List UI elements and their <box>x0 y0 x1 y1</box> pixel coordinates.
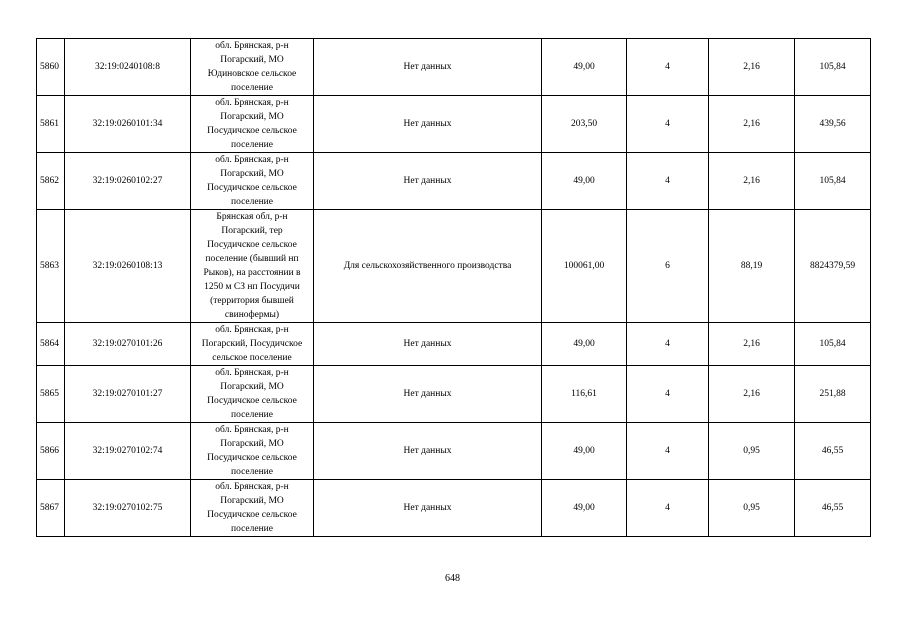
table-row <box>37 323 871 366</box>
cadastral-number-cell: 32:19:0260108:13 <box>65 210 191 323</box>
area-cell: 49,00 <box>542 480 627 537</box>
address-cell <box>191 96 314 153</box>
rate-cell: 2,16 <box>709 153 795 210</box>
cadastral-number-cell: 32:19:0270102:75 <box>65 480 191 537</box>
address-line: Погарский, МО <box>220 55 284 65</box>
permitted-use-cell: Нет данных <box>314 480 542 537</box>
address-line: обл. Брянская, р-н <box>215 368 289 378</box>
area-cell: 49,00 <box>542 323 627 366</box>
cadastral-number-cell: 32:19:0270101:26 <box>65 323 191 366</box>
cadastral-value-cell: 46,55 <box>795 480 871 537</box>
land-registry-table <box>36 38 871 537</box>
address-line: Посудичское сельское <box>207 183 297 193</box>
address-line: Погарский, тер <box>221 226 283 236</box>
cadastral-value-cell: 105,84 <box>795 39 871 96</box>
address-line: Посудичское сельское <box>207 126 297 136</box>
cadastral-value-cell: 8824379,59 <box>795 210 871 323</box>
cadastral-value-cell: 439,56 <box>795 96 871 153</box>
area-cell: 49,00 <box>542 39 627 96</box>
address-line: поселение <box>231 140 273 150</box>
address-cell <box>191 210 314 323</box>
table-row <box>37 423 871 480</box>
row-number-cell: 5867 <box>37 480 65 537</box>
address-line: Погарский, МО <box>220 496 284 506</box>
table-body <box>37 39 871 537</box>
row-number-cell: 5866 <box>37 423 65 480</box>
cadastral-value-cell: 46,55 <box>795 423 871 480</box>
area-cell: 100061,00 <box>542 210 627 323</box>
address-line: Рыков), на расстоянии в <box>203 268 301 278</box>
category-cell: 4 <box>627 96 709 153</box>
cadastral-value-cell: 251,88 <box>795 366 871 423</box>
address-line: Посудичское сельское <box>207 453 297 463</box>
rate-cell: 2,16 <box>709 323 795 366</box>
address-line: поселение <box>231 467 273 477</box>
address-line: поселение <box>231 197 273 207</box>
rate-cell: 88,19 <box>709 210 795 323</box>
cadastral-number-cell: 32:19:0260102:27 <box>65 153 191 210</box>
table-row <box>37 96 871 153</box>
permitted-use-cell: Для сельскохозяйственного производства <box>314 210 542 323</box>
row-number-cell: 5861 <box>37 96 65 153</box>
table-row <box>37 480 871 537</box>
permitted-use-cell: Нет данных <box>314 39 542 96</box>
address-line: (территория бывшей <box>210 296 294 306</box>
permitted-use-cell: Нет данных <box>314 323 542 366</box>
address-line: поселение (бывший нп <box>205 254 299 264</box>
row-number-cell: 5862 <box>37 153 65 210</box>
address-cell <box>191 323 314 366</box>
category-cell: 6 <box>627 210 709 323</box>
area-cell: 49,00 <box>542 423 627 480</box>
category-cell: 4 <box>627 423 709 480</box>
address-line: Посудичское сельское <box>207 240 297 250</box>
address-line: обл. Брянская, р-н <box>215 98 289 108</box>
row-number-cell: 5864 <box>37 323 65 366</box>
rate-cell: 2,16 <box>709 39 795 96</box>
address-line: обл. Брянская, р-н <box>215 482 289 492</box>
address-cell <box>191 423 314 480</box>
cadastral-number-cell: 32:19:0260101:34 <box>65 96 191 153</box>
category-cell: 4 <box>627 39 709 96</box>
area-cell: 116,61 <box>542 366 627 423</box>
address-line: поселение <box>231 83 273 93</box>
cadastral-number-cell: 32:19:0240108:8 <box>65 39 191 96</box>
address-line: Юдиновское сельское <box>207 69 297 79</box>
address-line: обл. Брянская, р-н <box>215 425 289 435</box>
address-line: Погарский, МО <box>220 169 284 179</box>
address-line: Погарский, МО <box>220 439 284 449</box>
rate-cell: 2,16 <box>709 366 795 423</box>
cadastral-value-cell: 105,84 <box>795 323 871 366</box>
address-line: Погарский, Посудичское <box>201 339 303 349</box>
address-line: Погарский, МО <box>220 112 284 122</box>
table-row <box>37 39 871 96</box>
address-line: обл. Брянская, р-н <box>215 41 289 51</box>
page-number: 648 <box>445 573 460 584</box>
address-line: 1250 м СЗ нп Посудичи <box>204 282 300 292</box>
address-line: Посудичское сельское <box>207 510 297 520</box>
address-line: обл. Брянская, р-н <box>215 155 289 165</box>
address-line: поселение <box>231 410 273 420</box>
permitted-use-cell: Нет данных <box>314 366 542 423</box>
address-line: Погарский, МО <box>220 382 284 392</box>
address-cell <box>191 480 314 537</box>
address-line: обл. Брянская, р-н <box>215 325 289 335</box>
rate-cell: 2,16 <box>709 96 795 153</box>
cadastral-value-cell: 105,84 <box>795 153 871 210</box>
address-line: свинофермы) <box>224 310 280 320</box>
category-cell: 4 <box>627 153 709 210</box>
cadastral-number-cell: 32:19:0270102:74 <box>65 423 191 480</box>
permitted-use-cell: Нет данных <box>314 423 542 480</box>
category-cell: 4 <box>627 323 709 366</box>
address-cell <box>191 39 314 96</box>
cadastral-number-cell: 32:19:0270101:27 <box>65 366 191 423</box>
address-line: Брянская обл, р-н <box>216 212 288 222</box>
row-number-cell: 5865 <box>37 366 65 423</box>
table-row <box>37 210 871 323</box>
row-number-cell: 5860 <box>37 39 65 96</box>
area-cell: 49,00 <box>542 153 627 210</box>
category-cell: 4 <box>627 366 709 423</box>
address-cell <box>191 366 314 423</box>
address-line: поселение <box>231 524 273 534</box>
table-row <box>37 366 871 423</box>
category-cell: 4 <box>627 480 709 537</box>
rate-cell: 0,95 <box>709 480 795 537</box>
rate-cell: 0,95 <box>709 423 795 480</box>
row-number-cell: 5863 <box>37 210 65 323</box>
permitted-use-cell: Нет данных <box>314 153 542 210</box>
table-row <box>37 153 871 210</box>
address-line: сельское поселение <box>212 353 292 363</box>
address-line: Посудичское сельское <box>207 396 297 406</box>
address-cell <box>191 153 314 210</box>
area-cell: 203,50 <box>542 96 627 153</box>
permitted-use-cell: Нет данных <box>314 96 542 153</box>
